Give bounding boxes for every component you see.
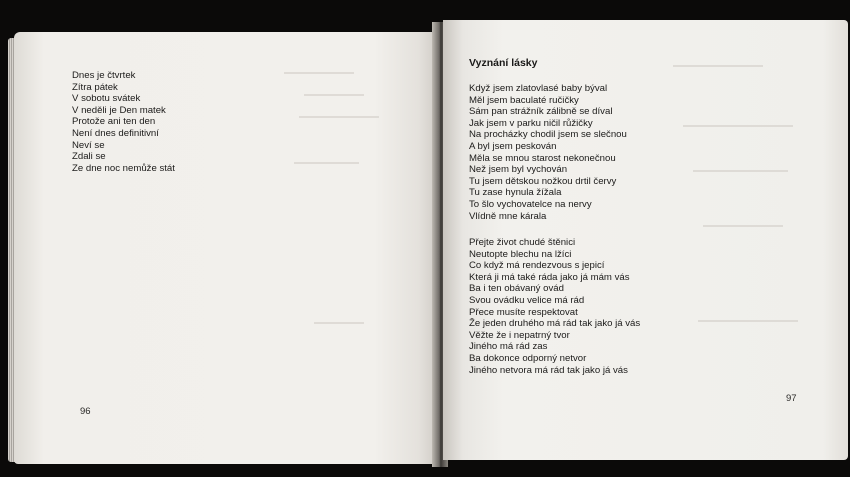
poem-line: Zítra pátek [72, 81, 118, 93]
poem-line: A byl jsem peskován [469, 140, 557, 152]
poem-line: Která ji má také ráda jako já mám vás [469, 271, 630, 283]
poem-line: Neví se [72, 139, 105, 151]
poem-line: Neutopte blechu na lžíci [469, 248, 572, 260]
poem-line: Měla se mnou starost nekonečnou [469, 152, 616, 164]
poem-stanza-1 [469, 83, 627, 222]
poem-title: Vyznání lásky [469, 57, 538, 69]
poem-line: Když jsem zlatovlasé baby býval [469, 83, 608, 94]
show-through-text [314, 322, 364, 324]
left-page [14, 32, 438, 464]
page-number-left: 96 [80, 406, 91, 417]
poem-line: Svou ovádku velice má rád [469, 294, 585, 306]
poem-line: Přece musíte respektovat [469, 306, 578, 318]
show-through-text [299, 116, 379, 118]
poem-line: Jak jsem v parku ničil růžičky [469, 117, 593, 129]
poem-line: Ba dokonce odporný netvor [469, 352, 587, 364]
poem-left [72, 70, 175, 174]
poem-line: Vlídně mne kárala [469, 210, 547, 222]
show-through-text [284, 72, 354, 74]
poem-line: Na procházky chodil jsem se slečnou [469, 129, 627, 141]
poem-line: Ze dne noc nemůže stát [72, 162, 175, 174]
poem-line: Co když má rendezvous s jepicí [469, 260, 605, 272]
poem-line: V sobotu svátek [72, 93, 141, 105]
poem-line: Dnes je čtvrtek [72, 70, 136, 81]
poem-line: Přejte život chudé štěnici [469, 237, 576, 248]
show-through-text [703, 225, 783, 227]
poem-line: Ba i ten obávaný ovád [469, 283, 564, 295]
poem-line: Než jsem byl vychován [469, 164, 568, 176]
poem-line: Tu zase hynula žížala [469, 187, 562, 199]
poem-line: Měl jsem baculaté ručičky [469, 94, 579, 106]
right-page [443, 20, 848, 460]
show-through-text [693, 170, 788, 172]
poem-line: Tu jsem dětskou nožkou drtil červy [469, 175, 617, 187]
poem-line: Věžte že i nepatrný tvor [469, 329, 570, 341]
show-through-text [673, 65, 763, 67]
poem-line: To šlo vychovatelce na nervy [469, 198, 592, 210]
show-through-text [698, 320, 798, 322]
poem-line: Že jeden druhého má rád tak jako já vás [469, 318, 641, 330]
poem-line: Sám pan strážník zálibně se díval [469, 106, 613, 118]
poem-line: Protože ani ten den [72, 116, 156, 128]
poem-stanza-2 [469, 237, 640, 376]
show-through-text [683, 125, 793, 127]
poem-line: Zdali se [72, 151, 106, 163]
poem-line: V neděli je Den matek [72, 104, 166, 116]
page-number-right: 97 [786, 393, 797, 404]
poem-line: Jiného netvora má rád tak jako já vás [469, 364, 628, 376]
poem-line: Jiného má rád zas [469, 341, 548, 353]
poem-line: Není dnes definitivní [72, 127, 159, 139]
show-through-text [294, 162, 359, 164]
show-through-text [304, 94, 364, 96]
